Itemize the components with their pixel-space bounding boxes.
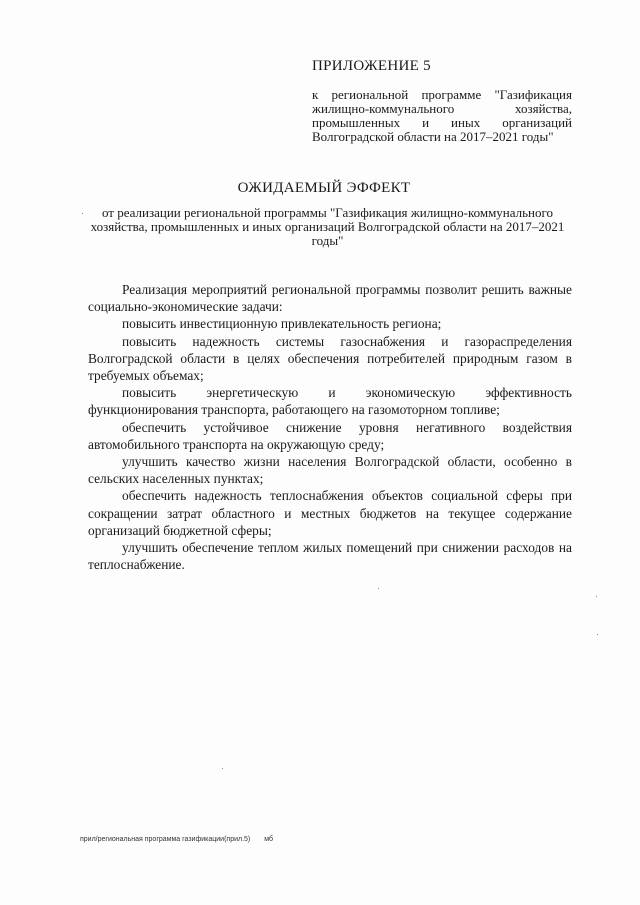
- scan-speck: [596, 596, 597, 597]
- body-paragraph-task: повысить надежность системы газоснабжения и газораспределения Волгоградской области в целях обеспечения потребителей природным газом в требуемых объемах;: [88, 333, 572, 384]
- body-paragraph-task: улучшить качество жизни населения Волгоградской области, особенно в сельских населенных пунктах;: [88, 454, 572, 487]
- scan-speck: [378, 588, 379, 589]
- body-paragraph-task: обеспечить устойчивое снижение уровня негативного воздействия автомобильного транспорта на окружающую среду;: [88, 419, 572, 452]
- document-body: [88, 281, 572, 573]
- body-paragraph-task: обеспечить надежность теплоснабжения объектов социальной сферы при сокращении затрат областного и местных бюджетов на текущее содержание организаций бюджетной сферы;: [88, 488, 572, 538]
- body-paragraph-task: повысить инвестиционную привлекательность региона;: [122, 316, 442, 332]
- appendix-title: ПРИЛОЖЕНИЕ 5: [312, 58, 431, 74]
- body-paragraph-task: улучшить обеспечение теплом жилых помещений при снижении расходов на теплоснабжение.: [88, 540, 572, 573]
- scan-speck: [82, 213, 83, 214]
- body-paragraph-task: повысить энергетическую и экономическую эффективность функционирования транспорта, работающего на газомоторном топливе;: [88, 385, 572, 418]
- footer-code: мб: [264, 836, 273, 843]
- scan-speck: [597, 634, 598, 635]
- document-footer: [80, 836, 273, 843]
- appendix-reference: к региональной программе "Газификация жилищно-коммунального хозяйства, промышленных и иных организаций Волгоградской области на 2017–2021 годы": [312, 87, 572, 144]
- body-paragraph-intro: Реализация мероприятий региональной программы позволит решить важные социально-экономические задачи:: [88, 282, 572, 315]
- appendix-header: [312, 58, 572, 144]
- scan-speck: [222, 768, 223, 769]
- footer-file-path: прил/региональная программа газификации(прил.5): [80, 836, 251, 843]
- document-subtitle: от реализации региональной программы "Газификация жилищно-коммунального хозяйства, промышленных и иных организаций Волгоградской области на 2017–2021 годы": [90, 205, 565, 248]
- document-title: ОЖИДАЕМЫЙ ЭФФЕКТ: [237, 180, 411, 196]
